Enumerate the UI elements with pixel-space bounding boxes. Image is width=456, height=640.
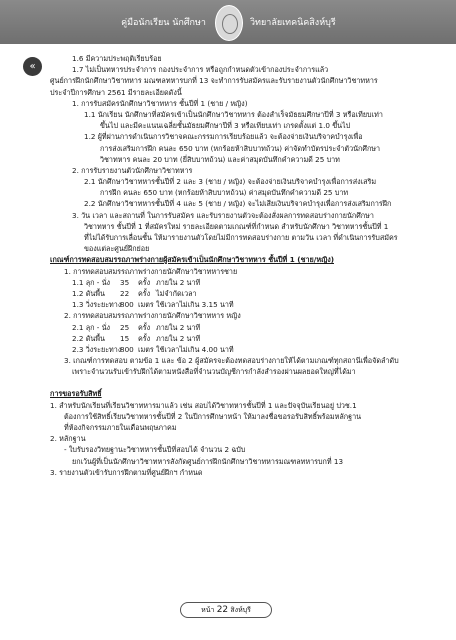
test-name: 1.2 ดันพื้น <box>72 288 105 298</box>
test-unit: ครั้ง <box>138 333 151 343</box>
item-1-2-line: การส่งเสริมการฝึก คนละ 650 บาท (หกร้อยห้าสิบบาทถ้วน) ค่าจัดทำบัตรประจำตัวนักศึกษา <box>100 143 381 153</box>
test-value: 35 <box>120 277 130 287</box>
test-name: 1.1 ลุก - นั่ง <box>72 277 111 287</box>
document-body <box>50 53 422 478</box>
item-1-2-line: วิชาทหาร คนละ 20 บาท (ยี่สิบบาทถ้วน) และค่าสมุดบันทึกคำความดี 25 บาท <box>100 154 340 164</box>
section3-line: 3. วัน เวลา และสถานที่ ในการรับสมัคร และรับรายงานตัวจะต้องสั่งผลการทดสอบร่างกายนักศึกษา <box>72 210 374 220</box>
college-seal-logo <box>215 5 243 41</box>
table-row <box>50 333 422 344</box>
rights-item-1: ที่ห้องกิจกรรมภายในเดือนพฤษภาคม <box>64 423 177 432</box>
test-name: 2.3 วิ่งระยะทาง <box>72 344 122 354</box>
test-value: 15 <box>120 333 130 343</box>
test-value: 800 <box>120 344 134 354</box>
test-name: 2.1 ลุก - นั่ง <box>72 322 111 332</box>
page-footer <box>180 602 272 618</box>
item-1-7: 1.7 ไม่เป็นทหารประจำการ กองประจำการ หรือถูกกำหนดตัวเข้ากองประจำการแล้ว <box>72 65 329 75</box>
test-unit: เมตร <box>138 344 154 354</box>
item-2-2: 2.2 นักศึกษาวิชาทหารชั้นปีที่ 4 และ 5 (ชาย / หญิง) จะไม่เสียเงินบริจาคบำรุงเพื่อการส่งเสริมการฝึก <box>84 199 392 209</box>
rights-item-1: ต้องการใช้สิทธิ์เรียนวิชาทหารชั้นปีที่ 2 ในปีการศึกษาหน้า ให้มาลงชื่อขอรอรับสิทธิ์พร้อมหลักฐาน <box>64 411 362 421</box>
test-unit: เมตร <box>138 300 154 310</box>
test-value: 25 <box>120 322 130 332</box>
intro-line: ศูนย์การฝึกนักศึกษาวิชาทหาร มณฑลทหารบกที่ 13 จะทำการรับสมัครและรับรายงานตัวนักศึกษาวิชาทหาร <box>50 76 378 86</box>
test-value: 22 <box>120 288 130 298</box>
rights-item-2: ยกเว้นผู้ที่เป็นนักศึกษาวิชาทหารสังกัดศูนย์การฝึกนักศึกษาวิชาทหารมณฑลทหารบกที่ 13 <box>72 456 344 466</box>
item-2-1-line: 2.1 นักศึกษาวิชาทหารชั้นปีที่ 2 และ 3 (ชาย / หญิง) จะต้องจ่ายเงินบริจาคบำรุงเพื่อการส่งเสริม <box>84 177 377 187</box>
section3-line: ของแต่ละศูนย์ฝึกย่อย <box>84 244 150 254</box>
criteria-title: เกณฑ์การทดสอบสมรรถภาพร่างกายผู้สมัครเข้าเป็นนักศึกษาวิชาทหาร ชั้นปีที่ 1 (ชาย/หญิง) <box>50 255 334 265</box>
page-number: 22 <box>216 605 229 615</box>
table-row <box>50 277 422 288</box>
intro-line-cont: ประจำปีการศึกษา 2561 มีรายละเอียดดังนี้ <box>50 87 182 97</box>
male-test-title: 1. การทดสอบสมรรถภาพร่างกายนักศึกษาวิชาทหารชาย <box>64 266 238 276</box>
test-limit: ภายใน 2 นาที <box>156 277 201 287</box>
rights-item-1: 1. สำหรับนักเรียนที่เรียนวิชาทหารมาแล้ว เช่น สอบได้วิชาทหารชั้นปีที่ 1 และปัจจุบันเรียนอยู่ ปวช.1 <box>50 400 357 410</box>
criteria-note: 3. เกณฑ์การทดสอบ ตามข้อ 1 และ ข้อ 2 ผู้สมัครจะต้องทดสอบร่างกายให้ได้ตามเกณฑ์ทุกสถานีเพื่อจัดลำดับ <box>64 356 399 366</box>
page-header <box>0 0 456 44</box>
rights-item-2: - ใบรับรองวิทยฐานะวิชาทหารชั้นปีที่สอบได้ จำนวน 2 ฉบับ <box>64 445 246 455</box>
test-limit: ใช้เวลาไม่เกิน 4.00 นาที <box>156 344 234 354</box>
rights-title: การขอรอรับสิทธิ์ <box>50 389 102 399</box>
table-row <box>50 344 422 355</box>
item-1-1-line: ขึ้นไป และมีคะแนนเฉลี่ยชั้นมัธยมศึกษาปีที่ 3 หรือเทียบเท่า เกรดตั้งแต่ 1.0 ขึ้นไป <box>100 121 351 131</box>
test-value: 800 <box>120 300 134 310</box>
test-unit: ครั้ง <box>138 288 151 298</box>
table-row <box>50 322 422 333</box>
test-limit: ภายใน 2 นาที <box>156 322 201 332</box>
female-test-title: 2. การทดสอบสมรรถภาพร่างกายนักศึกษาวิชาทหาร หญิง <box>64 311 241 321</box>
item-1-1-line: 1.1 นักเรียน นักศึกษาที่สมัครเข้าเป็นนักศึกษาวิชาทหาร ต้องสำเร็จมัธยมศึกษาปีที่ 3 หรือเทียบเท่า <box>84 109 383 119</box>
test-limit: ใช้เวลาไม่เกิน 3.15 นาที <box>156 300 234 310</box>
section2-title: 2. การรับรายงานตัวนักศึกษาวิชาทหาร <box>72 165 193 175</box>
table-row <box>50 288 422 299</box>
section1-title: 1. การรับสมัครนักศึกษาวิชาทหาร ชั้นปีที่ 1 (ชาย / หญิง) <box>72 98 248 108</box>
item-1-6: 1.6 มีความประพฤติเรียบร้อย <box>72 54 162 63</box>
section3-line: ที่ไม่ได้รับการเลื่อนชั้น ให้มารายงานตัวโดยไม่มีการทดสอบร่างกาย ตามวัน เวลา ที่ดำเนินการรับสมัคร <box>84 233 398 242</box>
rights-item-2-title: 2. หลักฐาน <box>50 434 86 444</box>
test-limit: ภายใน 2 นาที <box>156 333 201 343</box>
header-college-name: วิทยาลัยเทคนิคสิงห์บุรี <box>250 18 336 28</box>
test-name: 1.3 วิ่งระยะทาง <box>72 300 122 310</box>
item-2-1-line: การฝึก คนละ 650 บาท (หกร้อยห้าสิบบาทถ้วน) ค่าสมุดบันทึกคำความดี 25 บาท <box>100 188 349 198</box>
test-limit: ไม่จำกัดเวลา <box>156 288 197 298</box>
test-name: 2.2 ดันพื้น <box>72 333 105 343</box>
test-unit: ครั้ง <box>138 322 151 332</box>
item-1-2-line: 1.2 ผู้ที่ผ่านการดำเนินการวิชาจคณะกรรมการเรียบร้อยแล้ว จะต้องจ่ายเงินบริจาคบำรุงเพื่อ <box>84 132 363 142</box>
header-guide-title: คู่มือนักเรียน นักศึกษา <box>121 18 206 28</box>
page-label: หน้า <box>201 606 215 614</box>
section3-line: วิชาทหาร ชั้นปีที่ 1 ที่สมัครใหม่ รายละเอียดตามเกณฑ์ที่กำหนด สำหรับนักศึกษา วิชาทหารชั้นปีที่ 1 <box>84 221 389 231</box>
back-arrow-icon[interactable]: « <box>23 57 42 76</box>
table-row <box>50 299 422 310</box>
test-unit: ครั้ง <box>138 277 151 287</box>
footer-doc-label: สิงห์บุรี <box>230 606 251 614</box>
criteria-note: เพราะจำนวนรับเข้ารับฝึกได้ตามหนังสือที่จำนวนบัญชีการกำลังสำรองผ่านผลยอดใหญ่ที่ได้มา <box>72 367 356 377</box>
rights-item-3: 3. รายงานตัวเข้ารับการฝึกตามที่ศูนย์ฝึกฯ กำหนด <box>50 467 203 477</box>
